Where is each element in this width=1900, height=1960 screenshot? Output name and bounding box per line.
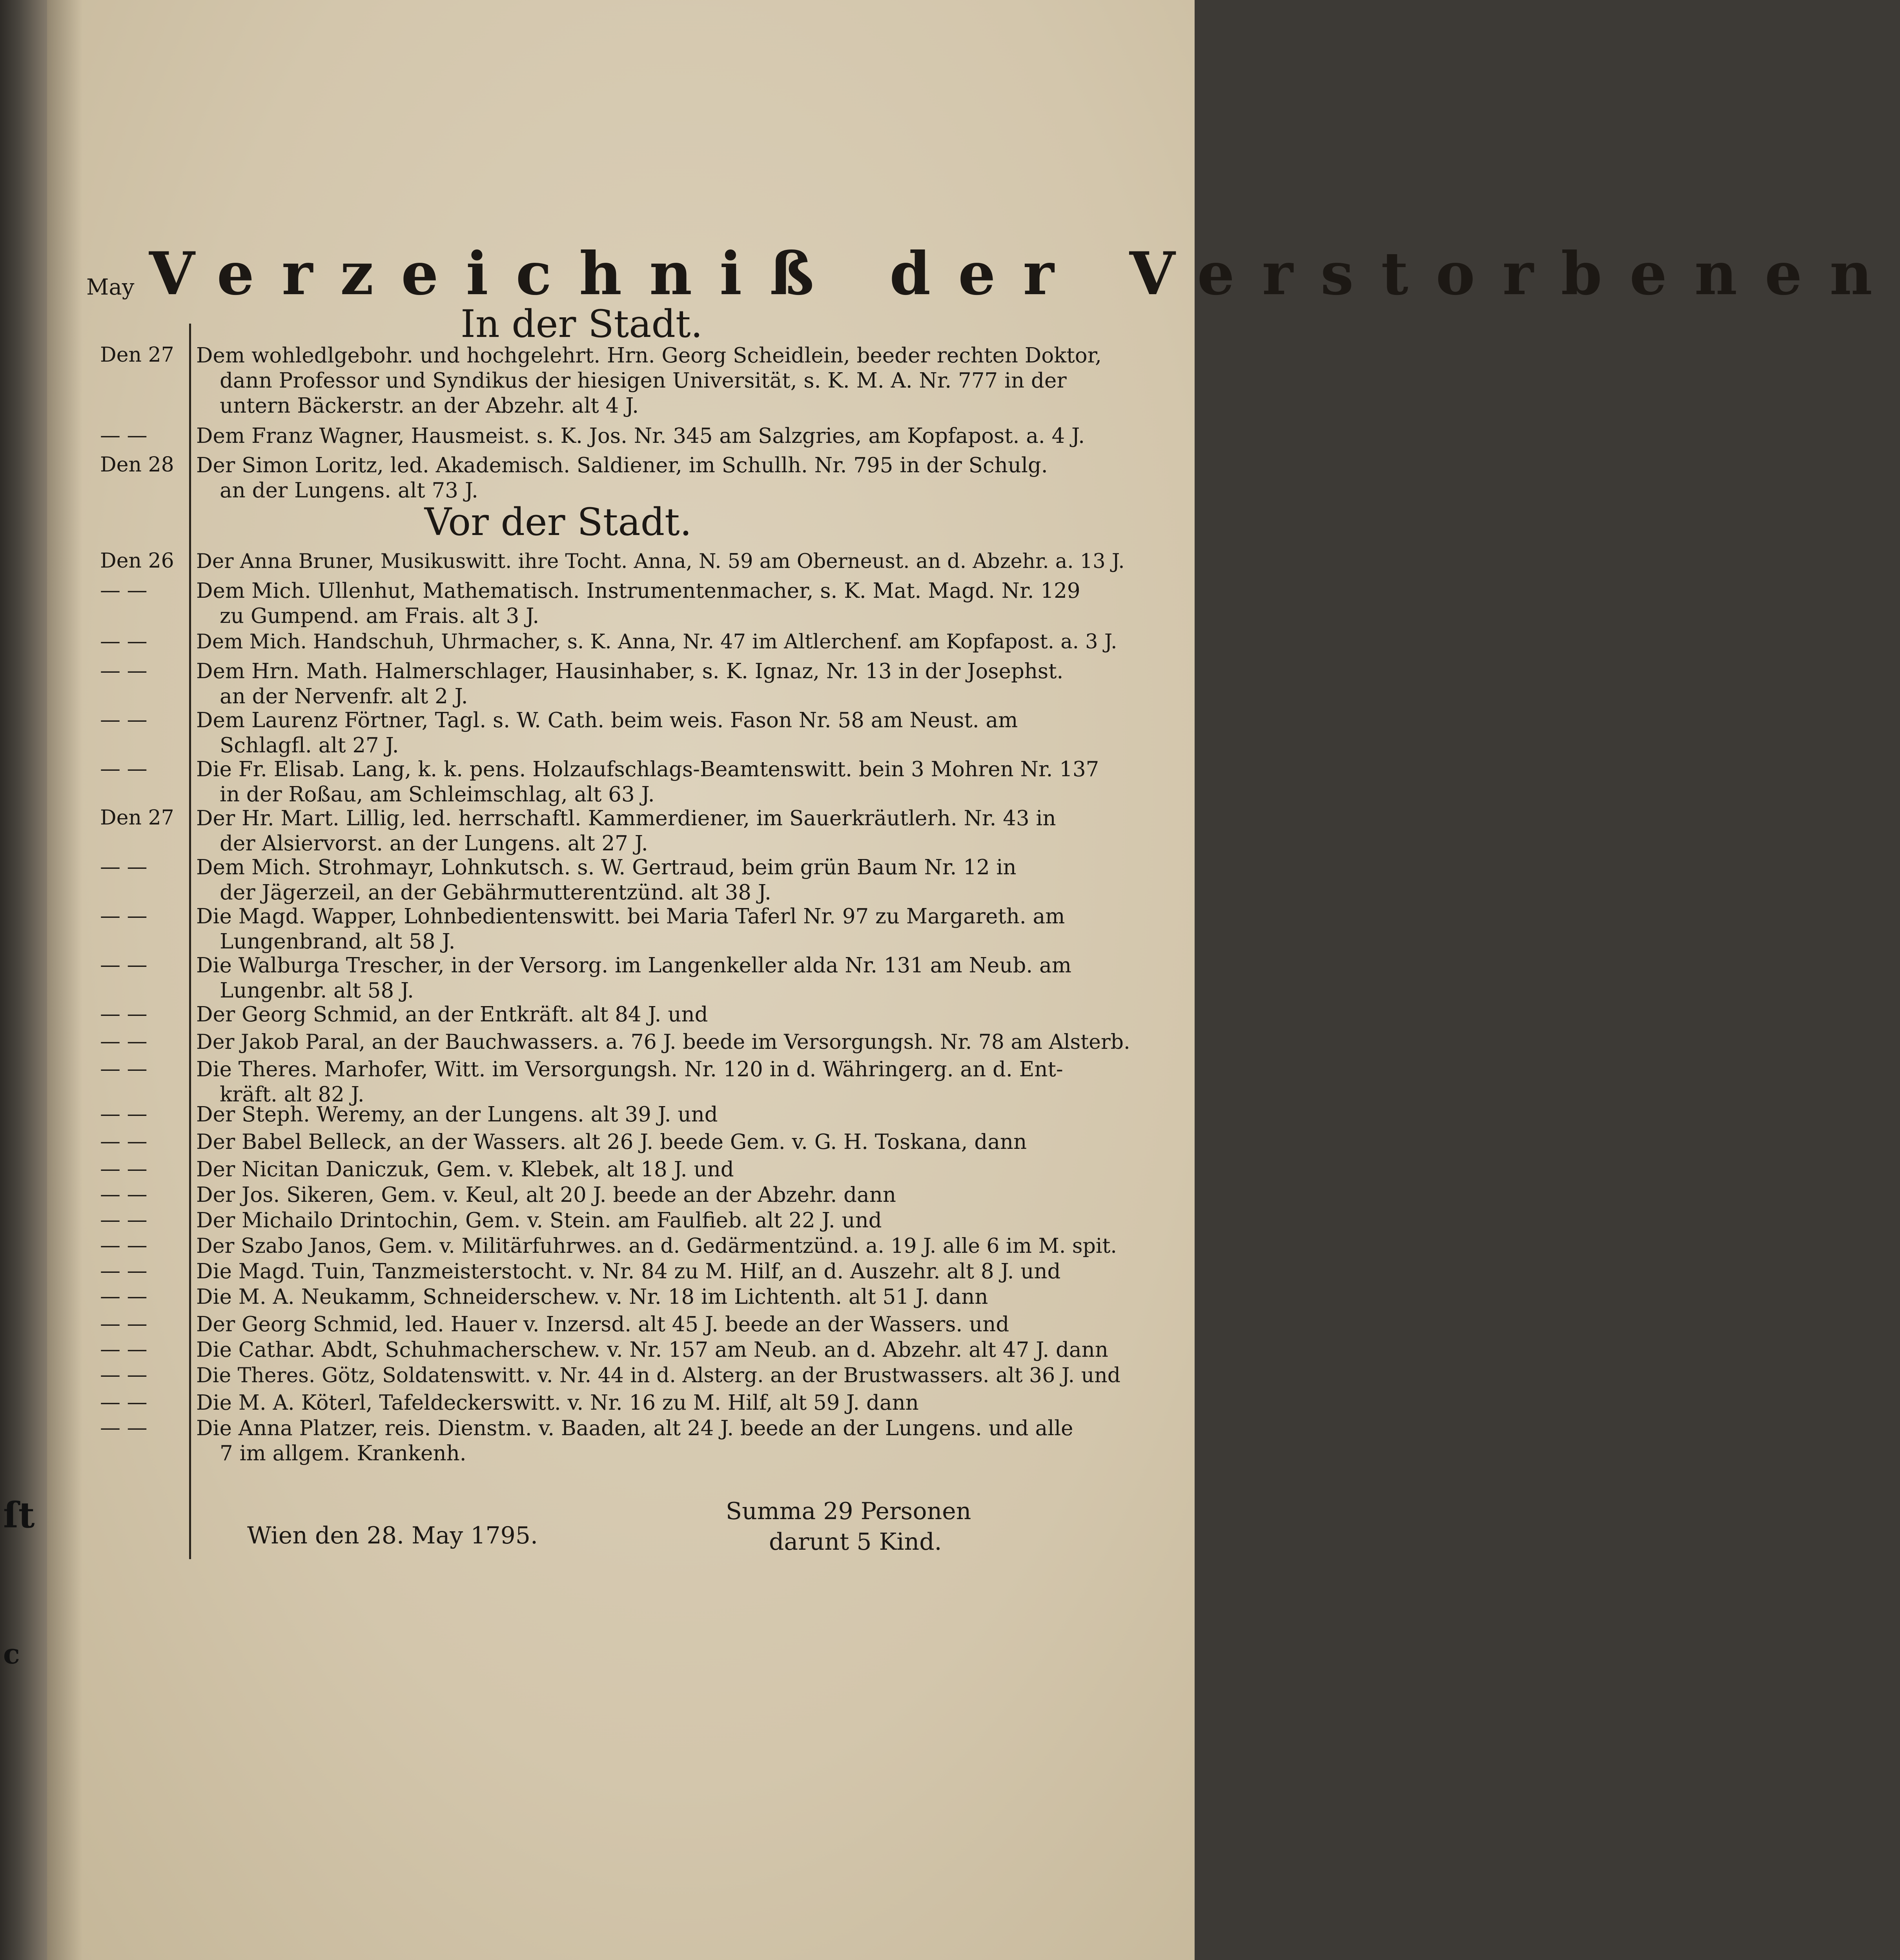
entry-date: — — (100, 1002, 148, 1026)
entry-line: Dem Hrn. Math. Halmerschlager, Hausinhaber, s. K. Ignaz, Nr. 13 in der Josephst. (196, 659, 1064, 683)
entry-line: Die M. A. Neukamm, Schneiderschew. v. Nr. 18 im Lichtenth. alt 51 J. dann (196, 1285, 988, 1309)
entry-line: dann Professor und Syndikus der hiesigen Universität, s. K. M. A. Nr. 777 in der (220, 369, 1067, 393)
entry-line: an der Lungens. alt 73 J. (220, 479, 478, 502)
entry-date: — — (100, 1363, 148, 1387)
entry-line: Die Magd. Wapper, Lohnbedientenswitt. bei Maria Taferl Nr. 97 zu Margareth. am (196, 904, 1065, 928)
entry-line: Der Jos. Sikeren, Gem. v. Keul, alt 20 J. beede an der Abzehr. dann (196, 1183, 896, 1207)
entry-date: — — (100, 1259, 148, 1283)
entry-line: Der Jakob Paral, an der Bauchwassers. a. 76 J. beede im Versorgungsh. Nr. 78 am Alsterb. (196, 1030, 1130, 1054)
entry-line: Der Hr. Mart. Lillig, led. herrschaftl. Kammerdiener, im Sauerkräutlerh. Nr. 43 in (196, 806, 1056, 830)
entry-date: — — (100, 708, 148, 732)
entry-line: 7 im allgem. Krankenh. (220, 1441, 466, 1465)
entry-line: Die Cathar. Abdt, Schuhmacherschew. v. Nr. 157 am Neub. an d. Abzehr. alt 47 J. dann (196, 1338, 1108, 1362)
entry-line: Der Michailo Drintochin, Gem. v. Stein. am Faulfieb. alt 22 J. und (196, 1208, 882, 1232)
entry-line: untern Bäckerstr. an der Abzehr. alt 4 J. (220, 394, 639, 418)
entry-date: — — (100, 659, 148, 682)
page-title: Verzeichniß der Verstorbenen (149, 239, 1900, 308)
entry-line: Die Theres. Götz, Soldatenswitt. v. Nr. 44 in d. Alsterg. an der Brustwassers. alt 36 J. und (196, 1364, 1120, 1387)
entry-line: zu Gumpend. am Frais. alt 3 J. (220, 604, 539, 628)
entry-line: Lungenbr. alt 58 J. (220, 979, 414, 1003)
entry-line: Dem Mich. Handschuh, Uhrmacher, s. K. Anna, Nr. 47 im Altlerchenf. am Kopfapost. a. 3 J. (196, 630, 1117, 653)
place-date: Wien den 28. May 1795. (247, 1522, 538, 1549)
entry-line: Die Fr. Elisab. Lang, k. k. pens. Holzaufschlags-Beamtenswitt. bein 3 Mohren Nr. 137 (196, 757, 1099, 781)
entry-date: — — (100, 1312, 148, 1336)
entry-line: Schlagfl. alt 27 J. (220, 733, 399, 757)
entry-date: — — (100, 1234, 148, 1257)
entry-date: — — (100, 1416, 148, 1440)
page-gutter-shadow (47, 0, 82, 1960)
entry-date: Den 27 (100, 806, 174, 830)
entry-date: — — (100, 579, 148, 602)
entry-line: Die Theres. Marhofer, Witt. im Versorgungsh. Nr. 120 in d. Währingerg. an d. Ent- (196, 1057, 1063, 1081)
entry-line: der Alsiervorst. an der Lungens. alt 27 J. (220, 832, 648, 855)
entry-line: Die M. A. Köterl, Tafeldeckerswitt. v. Nr. 16 zu M. Hilf, alt 59 J. dann (196, 1391, 919, 1415)
entry-line: Die Walburga Trescher, in der Versorg. im Langenkeller alda Nr. 131 am Neub. am (196, 954, 1071, 977)
month-label: May (86, 275, 135, 300)
entry-line: Der Steph. Weremy, an der Lungens. alt 39 J. und (196, 1103, 718, 1126)
entry-line: Dem Mich. Ullenhut, Mathematisch. Instrumentenmacher, s. K. Mat. Magd. Nr. 129 (196, 579, 1080, 603)
entry-date: Den 27 (100, 343, 174, 367)
entry-line: Der Georg Schmid, led. Hauer v. Inzersd. alt 45 J. beede an der Wassers. und (196, 1312, 1009, 1336)
entry-date: — — (100, 424, 148, 447)
entry-date: — — (100, 757, 148, 781)
section-heading-city: In der Stadt. (460, 302, 703, 346)
entry-line: Lungenbrand, alt 58 J. (220, 930, 455, 954)
entry-date: — — (100, 1208, 148, 1232)
entry-date: — — (100, 904, 148, 928)
summa-total: Summa 29 Personen (726, 1498, 971, 1525)
entry-line: Die Magd. Tuin, Tanzmeisterstocht. v. Nr. 84 zu M. Hilf, an d. Auszehr. alt 8 J. und (196, 1259, 1061, 1283)
entry-date: Den 28 (100, 453, 174, 477)
entry-line: Der Szabo Janos, Gem. v. Militärfuhrwes. an d. Gedärmentzünd. a. 19 J. alle 6 im M. spit. (196, 1234, 1117, 1258)
entry-line: Der Nicitan Daniczuk, Gem. v. Klebek, alt 18 J. und (196, 1157, 734, 1181)
entry-line: Dem Laurenz Förtner, Tagl. s. W. Cath. beim weis. Fason Nr. 58 am Neust. am (196, 708, 1018, 732)
column-rule (189, 324, 191, 1559)
entry-line: Der Simon Loritz, led. Akademisch. Saldiener, im Schullh. Nr. 795 in der Schulg. (196, 453, 1048, 477)
entry-date: Den 26 (100, 549, 174, 573)
entry-line: Dem Mich. Strohmayr, Lohnkutsch. s. W. Gertraud, beim grün Baum Nr. 12 in (196, 855, 1016, 879)
margin-fragment: ſt (3, 1494, 35, 1536)
children-count: darunt 5 Kind. (769, 1528, 942, 1556)
entry-line: Dem Franz Wagner, Hausmeist. s. K. Jos. Nr. 345 am Salzgries, am Kopfapost. a. 4 J. (196, 424, 1085, 448)
entry-date: — — (100, 1057, 148, 1081)
entry-line: Die Anna Platzer, reis. Dienstm. v. Baaden, alt 24 J. beede an der Lungens. und alle (196, 1416, 1073, 1440)
entry-date: — — (100, 630, 148, 653)
adjacent-page-edge (0, 0, 47, 1960)
margin-fragment: c (3, 1638, 20, 1670)
entry-line: in der Roßau, am Schleimschlag, alt 63 J. (220, 783, 655, 806)
entry-date: — — (100, 855, 148, 879)
entry-date: — — (100, 1338, 148, 1361)
entry-line: der Jägerzeil, an der Gebährmutterentzünd. alt 38 J. (220, 881, 771, 904)
entry-date: — — (100, 953, 148, 977)
entry-date: — — (100, 1183, 148, 1206)
entry-line: Der Anna Bruner, Musikuswitt. ihre Tocht. Anna, N. 59 am Oberneust. an d. Abzehr. a. 13 J. (196, 550, 1125, 573)
entry-line: an der Nervenfr. alt 2 J. (220, 684, 468, 708)
entry-line: Dem wohledlgebohr. und hochgelehrt. Hrn. Georg Scheidlein, beeder rechten Doktor, (196, 344, 1102, 368)
entry-date: — — (100, 1157, 148, 1181)
section-heading-suburb: Vor der Stadt. (424, 500, 692, 544)
entry-date: — — (100, 1030, 148, 1053)
entry-date: — — (100, 1285, 148, 1308)
entry-date: — — (100, 1390, 148, 1414)
entry-line: Der Babel Belleck, an der Wassers. alt 26 J. beede Gem. v. G. H. Toskana, dann (196, 1130, 1027, 1154)
entry-line: kräft. alt 82 J. (220, 1083, 364, 1106)
entry-date: — — (100, 1130, 148, 1153)
entry-line: Der Georg Schmid, an der Entkräft. alt 84 J. und (196, 1003, 708, 1026)
entry-date: — — (100, 1102, 148, 1126)
